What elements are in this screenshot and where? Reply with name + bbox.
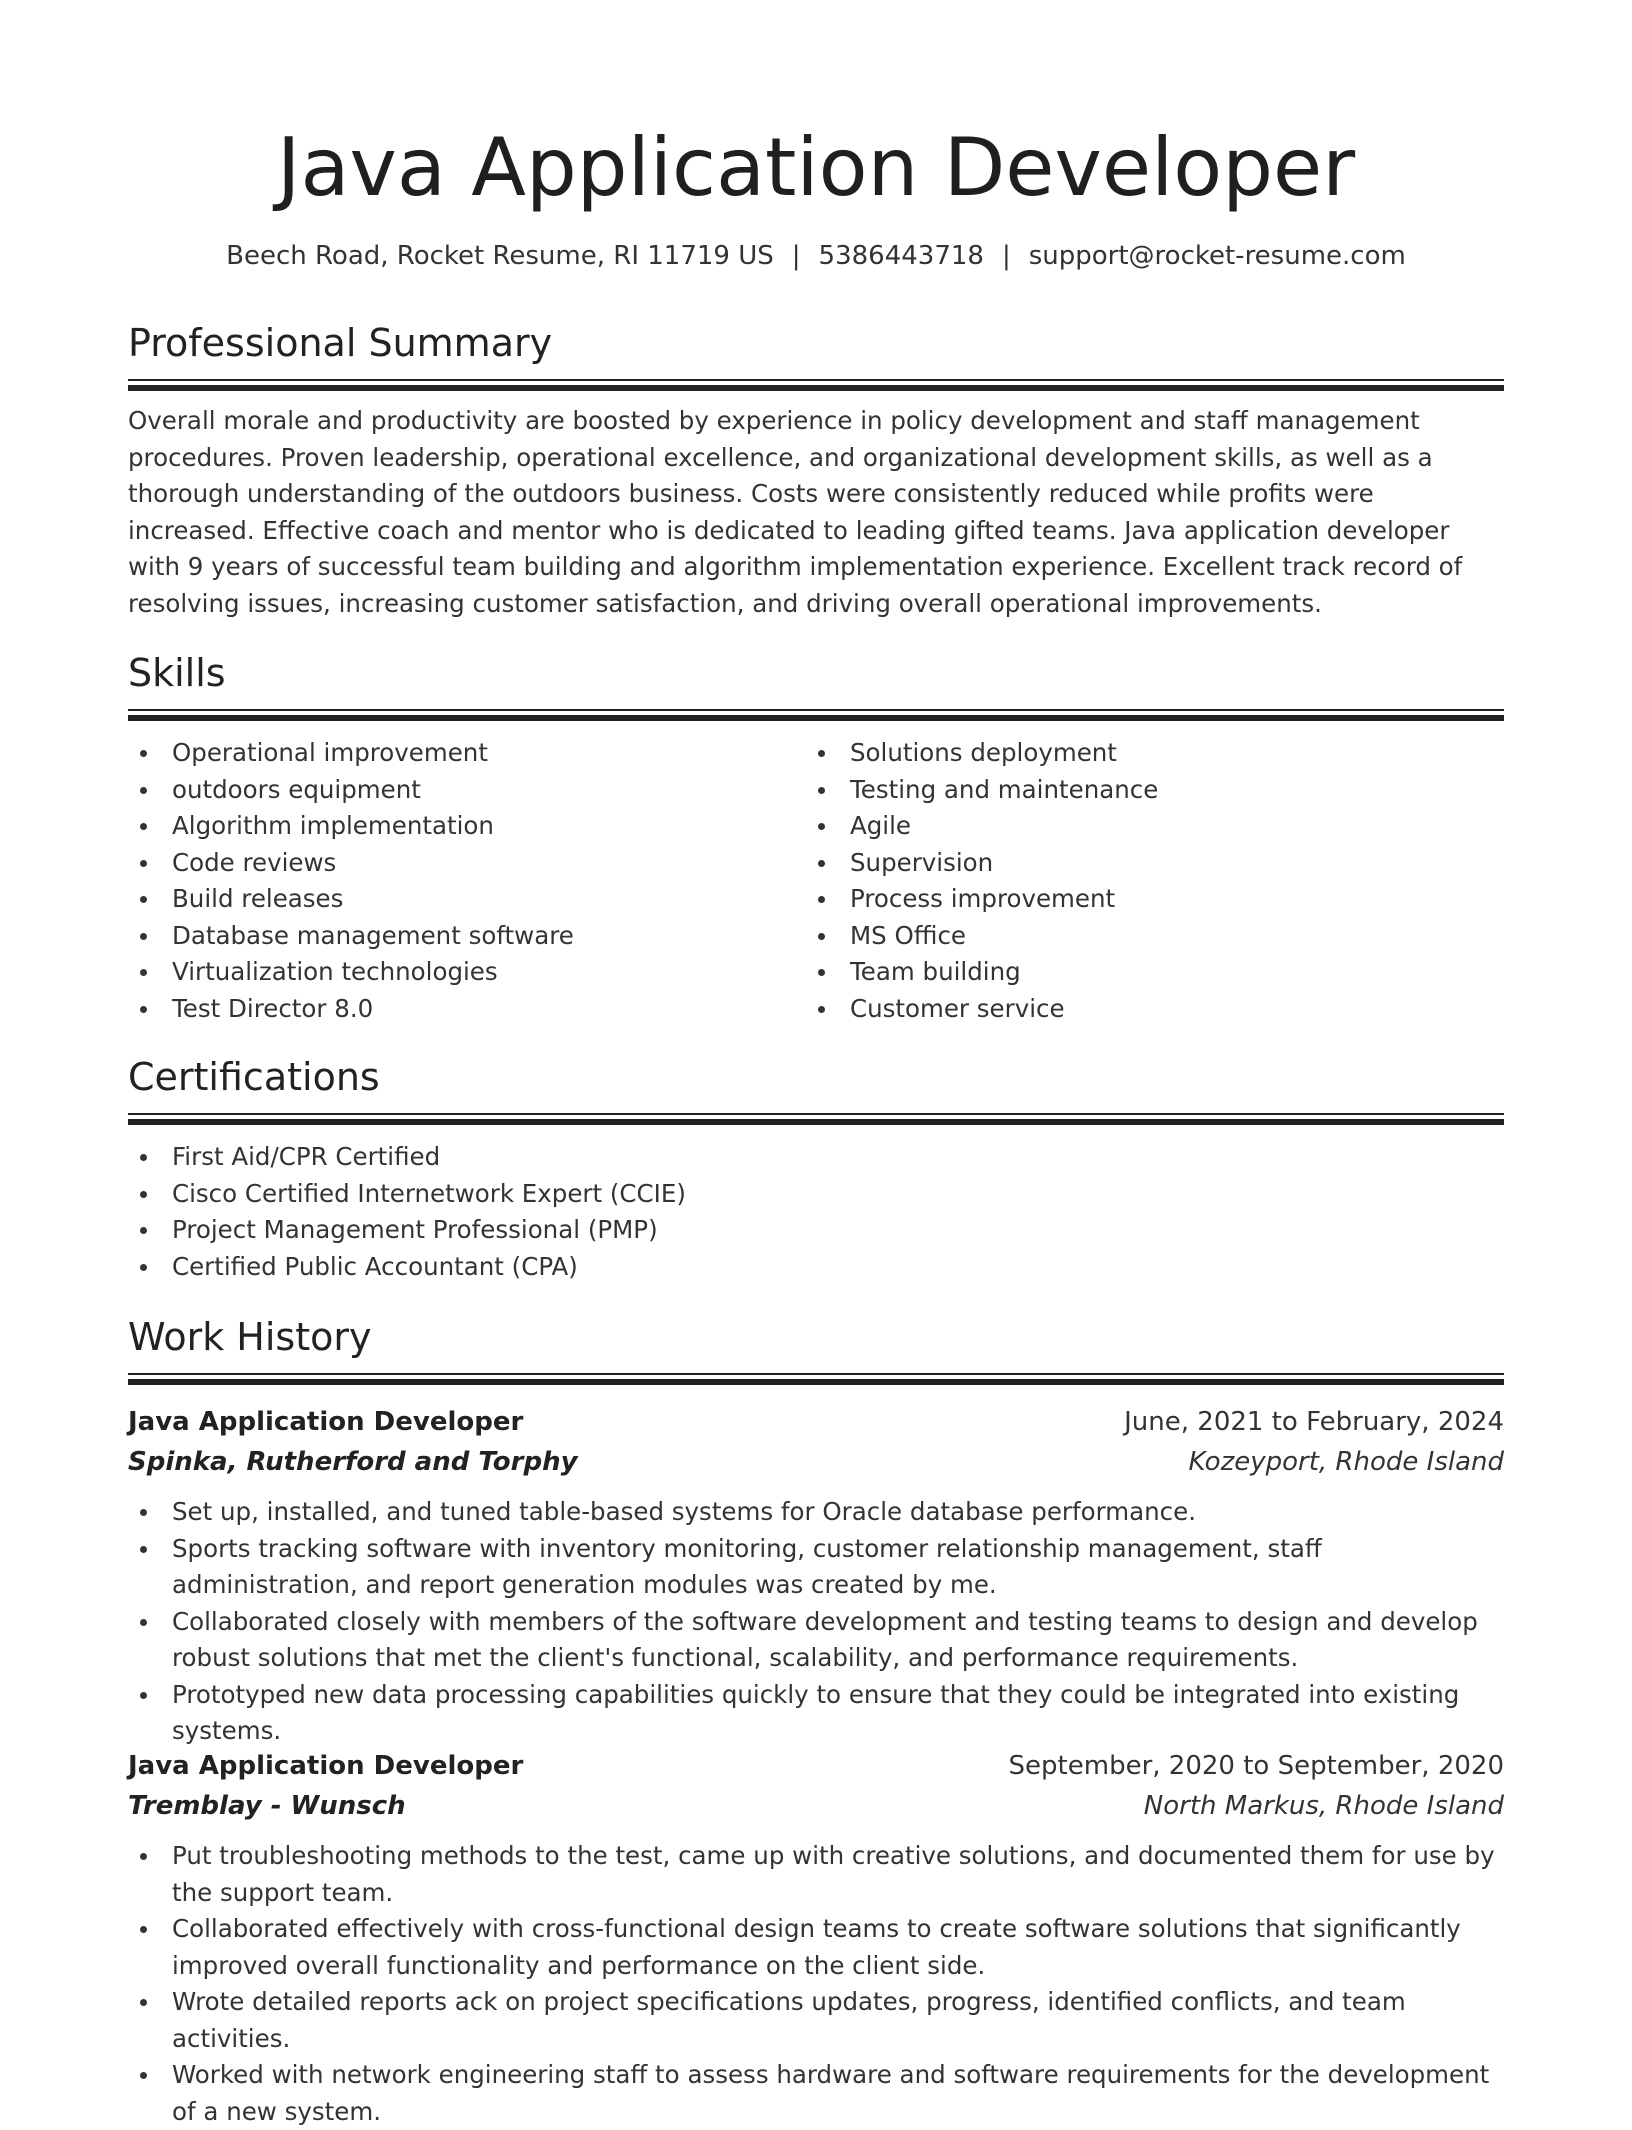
skills-columns bbox=[128, 735, 1504, 1027]
job-header bbox=[128, 1402, 1504, 1442]
skill-item: Build releases bbox=[128, 881, 806, 918]
skill-item: Customer service bbox=[806, 991, 1484, 1028]
skill-item: Agile bbox=[806, 808, 1484, 845]
contact-separator: | bbox=[791, 241, 801, 271]
job-bullet: Prototyped new data processing capabilities quickly to ensure that they could be integrated into existing systems. bbox=[128, 1677, 1504, 1750]
section-divider-thick bbox=[128, 1119, 1504, 1125]
job-bullet: Collaborated effectively with cross-functional design teams to create software solutions that significantly improved overall functionality and performance on the client side. bbox=[128, 1911, 1504, 1984]
contact-line bbox=[128, 238, 1504, 274]
skill-item: Testing and maintenance bbox=[806, 772, 1484, 809]
job-dates: September, 2020 to September, 2020 bbox=[1008, 1751, 1504, 1781]
certification-item: Project Management Professional (PMP) bbox=[128, 1212, 1504, 1249]
certification-item: Cisco Certified Internetwork Expert (CCIE) bbox=[128, 1176, 1504, 1213]
certifications-list bbox=[128, 1139, 1504, 1285]
section-divider bbox=[128, 1113, 1504, 1115]
certification-item: Certified Public Accountant (CPA) bbox=[128, 1249, 1504, 1286]
job-company: Tremblay - Wunsch bbox=[128, 1791, 406, 1821]
skill-item: outdoors equipment bbox=[128, 772, 806, 809]
skill-item: MS Office bbox=[806, 918, 1484, 955]
section-title: Professional Summary bbox=[128, 321, 553, 365]
job-bullet: Collaborated closely with members of the software development and testing teams to design and develop robust solutions that met the client's functional, scalability, and performance requirements. bbox=[128, 1604, 1504, 1677]
contact-phone: 5386443718 bbox=[818, 241, 984, 271]
skills-list-left bbox=[128, 735, 806, 1027]
job-header bbox=[128, 1746, 1504, 1786]
job-responsibilities bbox=[128, 1838, 1504, 2130]
skill-item: Team building bbox=[806, 954, 1484, 991]
section-certifications bbox=[128, 1052, 1504, 1285]
job-entry bbox=[128, 1402, 1504, 1750]
section-work-history bbox=[128, 1312, 1504, 1385]
job-title: Java Application Developer bbox=[128, 1407, 524, 1437]
contact-email: support@rocket-resume.com bbox=[1028, 241, 1406, 271]
job-subheader bbox=[128, 1786, 1504, 1826]
section-divider bbox=[128, 709, 1504, 711]
section-divider-thick bbox=[128, 385, 1504, 391]
skill-item: Database management software bbox=[128, 918, 806, 955]
section-title: Certifications bbox=[128, 1055, 380, 1099]
job-company: Spinka, Rutherford and Torphy bbox=[128, 1447, 578, 1477]
section-title: Skills bbox=[128, 651, 226, 695]
job-bullet: Put troubleshooting methods to the test, came up with creative solutions, and documented them for use by the support team. bbox=[128, 1838, 1504, 1911]
certification-item: First Aid/CPR Certified bbox=[128, 1139, 1504, 1176]
skill-item: Supervision bbox=[806, 845, 1484, 882]
skill-item: Code reviews bbox=[128, 845, 806, 882]
job-bullet: Worked with network engineering staff to assess hardware and software requirements for the development of a new system. bbox=[128, 2057, 1504, 2130]
job-bullet: Wrote detailed reports ack on project specifications updates, progress, identified conflicts, and team activities. bbox=[128, 1984, 1504, 2057]
job-bullet: Sports tracking software with inventory monitoring, customer relationship management, staff administration, and report generation modules was created by me. bbox=[128, 1531, 1504, 1604]
contact-separator: | bbox=[1001, 241, 1011, 271]
summary-text: Overall morale and productivity are boosted by experience in policy development and staff management procedures. Proven leadership, operational excellence, and organizational development skills, as well as a thorough understanding of the outdoors business. Costs were consistently reduced while profits were increased. Effective coach and mentor who is dedicated to leading gifted teams. Java application developer with 9 years of successful team building and algorithm implementation experience. Excellent track record of resolving issues, increasing customer satisfaction, and driving overall operational improvements. bbox=[128, 406, 1463, 618]
skill-item: Virtualization technologies bbox=[128, 954, 806, 991]
job-location: Kozeyport, Rhode Island bbox=[1188, 1447, 1504, 1477]
section-divider-thick bbox=[128, 715, 1504, 721]
section-divider bbox=[128, 379, 1504, 381]
job-entry bbox=[128, 1746, 1504, 2130]
section-skills bbox=[128, 648, 1504, 1027]
skill-item: Test Director 8.0 bbox=[128, 991, 806, 1028]
skill-item: Solutions deployment bbox=[806, 735, 1484, 772]
job-dates: June, 2021 to February, 2024 bbox=[1124, 1407, 1504, 1437]
job-responsibilities bbox=[128, 1494, 1504, 1750]
job-bullet: Set up, installed, and tuned table-based systems for Oracle database performance. bbox=[128, 1494, 1504, 1531]
job-location: North Markus, Rhode Island bbox=[1143, 1791, 1504, 1821]
skills-list-right bbox=[806, 735, 1484, 1027]
job-subheader bbox=[128, 1442, 1504, 1482]
section-divider-thick bbox=[128, 1379, 1504, 1385]
contact-address: Beech Road, Rocket Resume, RI 11719 US bbox=[226, 241, 774, 271]
skill-item: Process improvement bbox=[806, 881, 1484, 918]
section-professional-summary bbox=[128, 318, 1504, 622]
skill-item: Operational improvement bbox=[128, 735, 806, 772]
section-title: Work History bbox=[128, 1315, 372, 1359]
section-divider bbox=[128, 1373, 1504, 1375]
skill-item: Algorithm implementation bbox=[128, 808, 806, 845]
resume-name: Java Application Developer bbox=[276, 121, 1356, 214]
job-title: Java Application Developer bbox=[128, 1751, 524, 1781]
